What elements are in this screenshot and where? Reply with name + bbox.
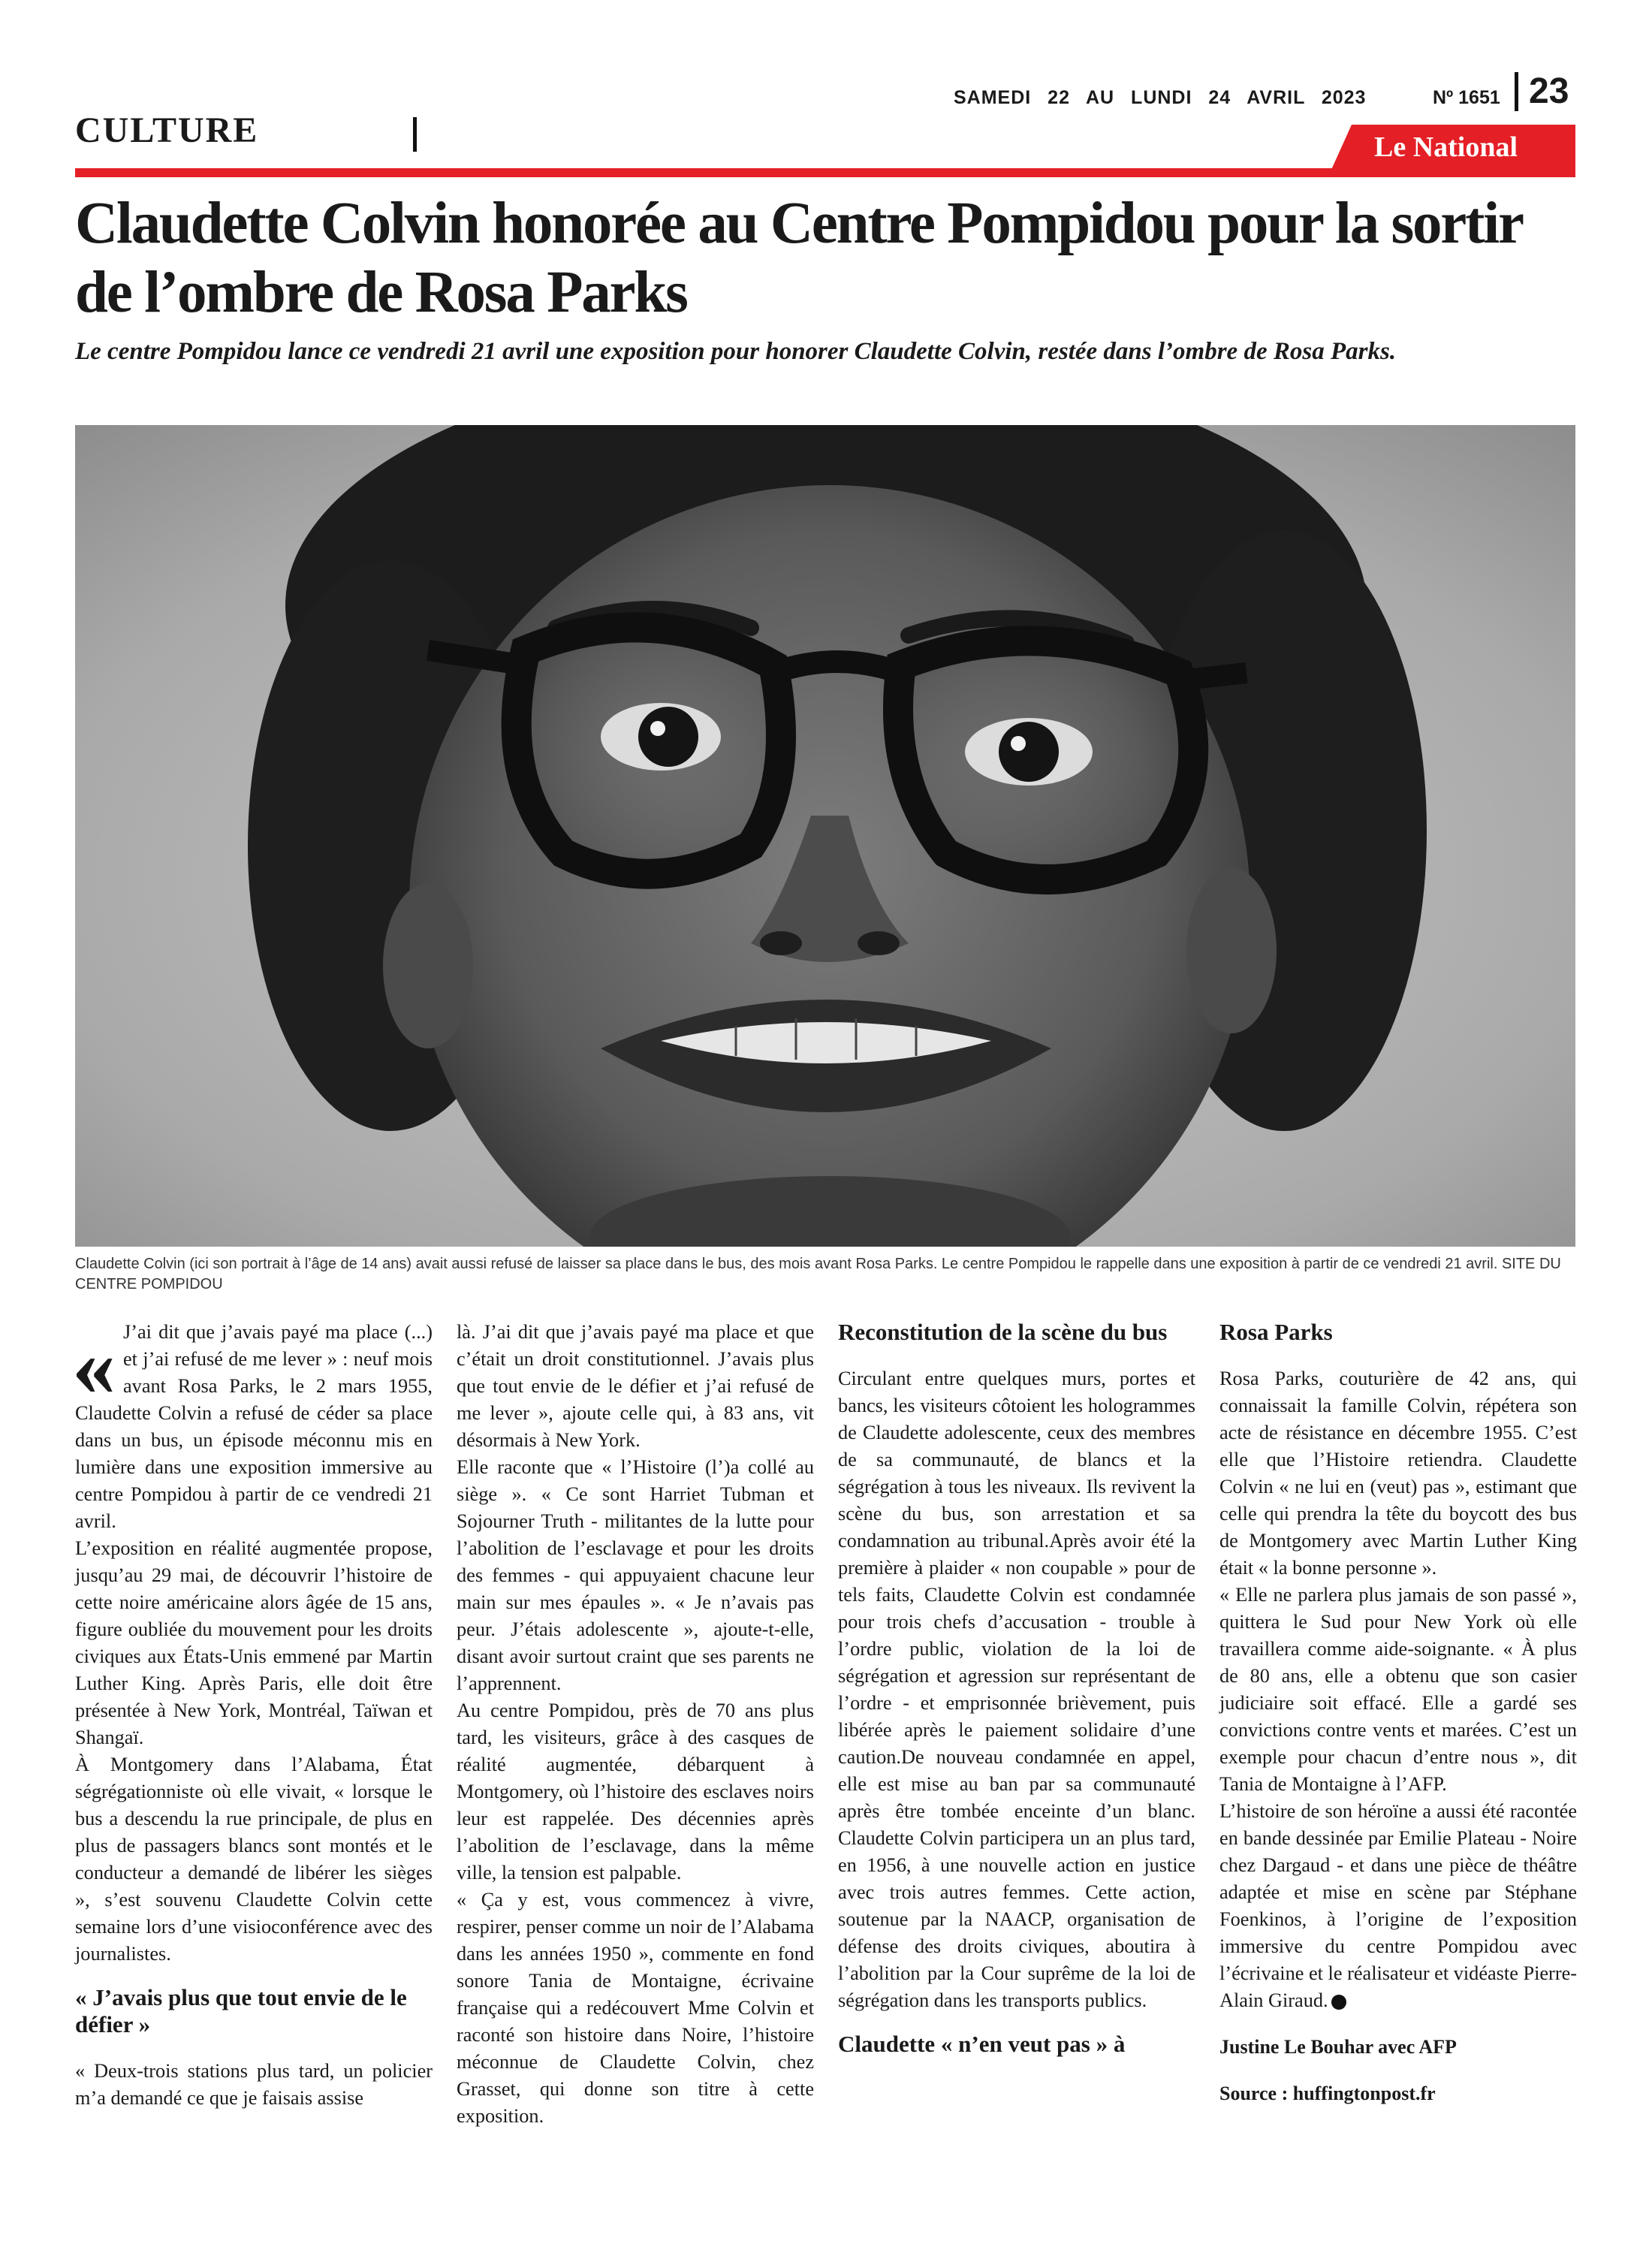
brand-name: Le National [1374, 131, 1518, 163]
body-paragraph: Rosa Parks, couturière de 42 ans, qui connaissait la famille Colvin, répétera son acte de résistance en décembre 1955. C’est elle que l’Histoire retiendra. Claudette Colvin « ne lui en (veut) pas », estimant que celle qui prendra la tête du boycott des bus de Montgomery avec Martin Luther King était « la bonne personne ». [1219, 1368, 1577, 1579]
body-paragraph: Elle raconte que « l’Histoire (l’)a collé au siège ». « Ce sont Harriet Tubman et Sojourner Truth - militantes de la lutte pour l’abolition de l’esclavage et pour les droits des femmes - qui appuyaient chacune leur main sur mes épaules ». « Je n’avais pas peur. J’étais adolescente », ajoute-t-elle, disant avoir surtout craint que ses parents ne l’apprennent. [457, 1456, 814, 1694]
body-paragraph: L’histoire de son héroïne a aussi été racontée en bande dessinée par Emilie Plateau - Noire chez Dargaud - et dans une pièce de théâtre adaptée et mise en scène par Stéphane Foenkinos, à l’origine de l’exposition immersive du centre Pompidou avec l’écrivaine et le réalisateur et vidéaste Pierre-Alain Giraud. [1219, 1800, 1578, 2011]
body-paragraph: Au centre Pompidou, près de 70 ans plus tard, les visiteurs, grâce à des casques de réalité augmentée, débarquent à Montgomery, où l’histoire des esclaves noirs leur est rappelée. Des décennies après l’abolition de l’esclavage, dans la même ville, la tension est palpable. [457, 1700, 814, 1884]
article-column-1 [72, 1318, 433, 2112]
body-paragraph: « Elle ne parlera plus jamais de son passé », quittera le Sud pour New York où elle travaillera comme aide-soignante. « À plus de 80 ans, elle a obtenu que son casier judiciaire soit effacé. Elle a gardé ses convictions contre vents et marées. C’est un exemple pour chacun d’entre nous », dit Tania de Montaigne à l’AFP. [1219, 1584, 1577, 1795]
subheading: Reconstitution de la scène du bus [838, 1319, 1168, 1345]
page-number: 23 [1529, 71, 1569, 111]
standfirst: Le centre Pompidou lance ce vendredi 21 avril une exposition pour honorer Claudette Colvin, restée dans l’ombre de Rosa Parks. [75, 338, 1397, 365]
byline: Justine Le Bouhar avec AFP [1219, 2036, 1457, 2058]
headline: Claudette Colvin honorée au Centre Pompidou pour la sortir de l’ombre de Rosa Parks [75, 191, 1522, 325]
dateline: SAMEDI 22 AU LUNDI 24 AVRIL 2023 [954, 87, 1367, 108]
article-column-4 [1219, 1319, 1577, 2107]
end-mark-icon [1331, 1995, 1346, 2010]
subheading: Rosa Parks [1219, 1319, 1333, 1345]
body-paragraph: À Montgomery dans l’Alabama, État ségrégationniste où elle vivait, « lorsque le bus a descendu la rue principale, de plus en plus de passagers blancs sont montés et le conducteur a demandé de libérer les sièges », s’est souvenu Claudette Colvin cette semaine lors d’une visioconférence avec des journalistes. [75, 1754, 433, 1965]
issue-number: Nº 1651 [1433, 87, 1500, 108]
section-label: CULTURE [75, 110, 259, 150]
body-paragraph: là. J’ai dit que j’avais payé ma place et que c’était un droit constitutionnel. J’avais plus que tout envie de le défier et j’ai refusé de me lever », ajoute celle qui, à 83 ans, vit désormais à New York. [457, 1321, 814, 1451]
header-rule [75, 168, 1575, 177]
article-column-3 [838, 1319, 1195, 2077]
drop-quote-mark: « [72, 1318, 116, 1414]
body-paragraph: L’exposition en réalité augmentée propose, jusqu’au 29 mai, de découvrir l’histoire de cette noire américaine alors âgée de 15 ans, figure oubliée du mouvement pour les droits civiques aux États-Unis emmené par Martin Luther King. Après Paris, elle doit être présentée à New York, Montréal, Taïwan et Shangaï. [75, 1537, 433, 1748]
body-paragraph: « Ça y est, vous commencez à vivre, respirer, penser comme un noir de l’Alabama dans les années 1950 », commente en fond sonore Tania de Montaigne, écrivaine française qui a redécouvert Mme Colvin et raconté son histoire dans Noire, l’histoire méconnue de Claudette Colvin, chez Grasset, qui donne son titre à cette exposition. [457, 1889, 814, 2127]
body-paragraph: J’ai dit que j’avais payé ma place (...) et j’ai refusé de me lever » : neuf mois avant Rosa Parks, le 2 mars 1955, Claudette Colvin a refusé de céder sa place dans un bus, un épisode méconnu mis en lumière dans une exposition immersive au centre Pompidou à partir de ce vendredi 21 avril. [75, 1321, 433, 1532]
article-column-2 [457, 1319, 814, 2130]
subheading: « J’avais plus que tout envie de le défier » [75, 1984, 407, 2037]
subheading: Claudette « n’en veut pas » à [838, 2031, 1126, 2057]
body-paragraph: « Deux-trois stations plus tard, un policier m’a demandé ce que je faisais assise [75, 2060, 433, 2109]
photo-caption: Claudette Colvin (ici son portrait à l’âge de 14 ans) avait aussi refusé de laisser sa place dans le bus, des mois avant Rosa Parks. Le centre Pompidou le rappelle dans une exposition à partir de ce vendredi 21 avril. SITE DU CENTRE POMPIDOU [75, 1256, 1561, 1292]
body-paragraph: Circulant entre quelques murs, portes et bancs, les visiteurs côtoient les hologrammes de Claudette adolescente, ceux des membres de sa communauté, de blancs et la ségrégation à tous les niveaux. Ils revivent la scène du bus, son arrestation et sa condamnation au tribunal.Après avoir été la première à plaider « non coupable » pour de tels faits, Claudette Colvin est condamnée pour trois chefs d’accusation - trouble à l’ordre public, violation de la loi de ségrégation et agression sur représentant de l’ordre - et emprisonnée brièvement, puis libérée après le paiement solidaire d’une caution.De nouveau condamnée en appel, elle est mise au ban par sa communauté après être tombée enceinte d’un blanc. Claudette Colvin participera un an plus tard, en 1956, à une nouvelle action en justice avec trois autres femmes. Cette action, soutenue par la NAACP, organisation de défense des droits civiques, aboutira à l’abolition par la Cour suprême de la loi de ségrégation dans les transports publics. [838, 1368, 1195, 2011]
portrait-photo [75, 425, 1575, 1247]
source-credit: Source : huffingtonpost.fr [1219, 2083, 1436, 2104]
section-divider [413, 117, 417, 152]
page-number-divider [1515, 72, 1518, 111]
